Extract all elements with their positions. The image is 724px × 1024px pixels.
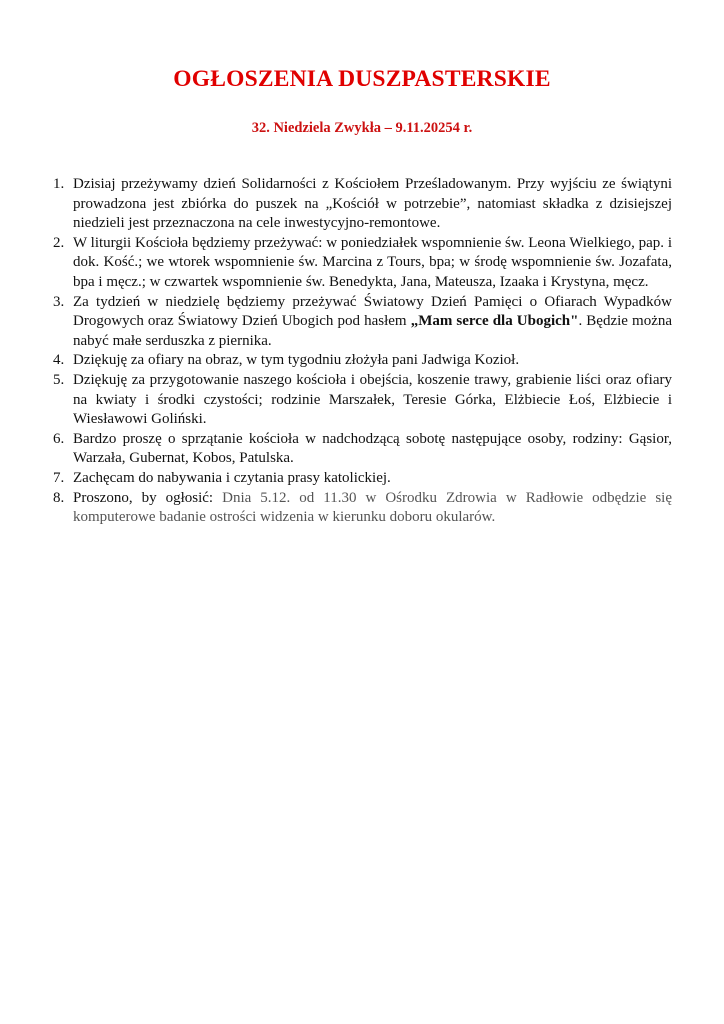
item-text: W liturgii Kościoła będziemy przeżywać: w poniedziałek wspomnienie św. Leona Wielkiego, pap. i dok. Kość.; we wtorek wspomnienie św. Marcina z Tours, bpa; w środę wspomnienie św. Jozafata, bpa i męcz.; w czwartek wspomnienie św. Benedykta, Jana, Mateusza, Izaaka i Krystyna, męcz. (73, 234, 672, 290)
item-text: Dzisiaj przeżywamy dzień Solidarności z Kościołem Prześladowanym. Przy wyjściu ze świątyni prowadzona jest zbiórka do puszek na „Kościół w potrzebie”, natomiast składka z dzisiejszej niedzieli jest przeznaczona na cele inwestycyjno-remontowe. (73, 176, 672, 232)
item-grey-notice: Dnia 5.12. od 11.30 w Ośrodku Zdrowia w Radłowie odbędzie się komputerowe badanie ostrości widzenia w kierunku doboru okularów. (73, 489, 672, 526)
announcement-item-7 (40, 469, 672, 489)
item-text: Bardzo proszę o sprzątanie kościoła w nadchodzącą sobotę następujące osoby, rodziny: Gąsior, Warzała, Gubernat, Kobos, Patulska. (73, 430, 672, 467)
item-number: 5. (53, 371, 65, 388)
announcement-item-1 (40, 175, 672, 234)
item-number: 2. (53, 234, 65, 251)
item-number: 3. (53, 293, 65, 310)
item-text: Proszono, by ogłosić: (73, 489, 214, 506)
item-text: Dziękuję za przygotowanie naszego kościoła i obejścia, koszenie trawy, grabienie liści oraz ofiary na kwiaty i środki czystości; rodzinie Marszałek, Teresie Górka, Elżbiecie Łoś, Elżbiecie i Wiesławowi Goliński. (73, 371, 672, 428)
item-text: Zachęcam do nabywania i czytania prasy katolickiej. (73, 469, 391, 486)
announcement-list (40, 175, 672, 528)
announcement-item-4 (40, 351, 672, 371)
page-title: OGŁOSZENIA DUSZPASTERSKIE (173, 66, 551, 92)
item-number: 7. (53, 469, 65, 486)
item-number: 8. (53, 489, 65, 506)
announcement-item-3 (40, 293, 672, 352)
item-text: Dziękuję za ofiary na obraz, w tym tygodniu złożyła pani Jadwiga Kozioł. (73, 352, 520, 369)
item-number: 1. (53, 176, 65, 192)
announcement-item-2 (40, 234, 672, 293)
item-bold-slogan: „Mam serce dla Ubogich" (410, 313, 579, 330)
item-number: 4. (53, 352, 65, 369)
announcement-item-6 (40, 430, 672, 469)
item-number: 6. (53, 430, 65, 447)
page-subtitle: 32. Niedziela Zwykła – 9.11.20254 r. (251, 120, 473, 136)
announcement-item-5 (40, 371, 672, 430)
announcement-item-8 (40, 489, 672, 528)
item-text: Za tydzień w niedzielę będziemy przeżywać Światowy Dzień Pamięci o Ofiarach Wypadków Drogowych oraz Światowy Dzień Ubogich pod hasłem (73, 293, 672, 330)
item-text-after: . Będzie można nabyć małe serduszka z piernika. (73, 313, 673, 349)
